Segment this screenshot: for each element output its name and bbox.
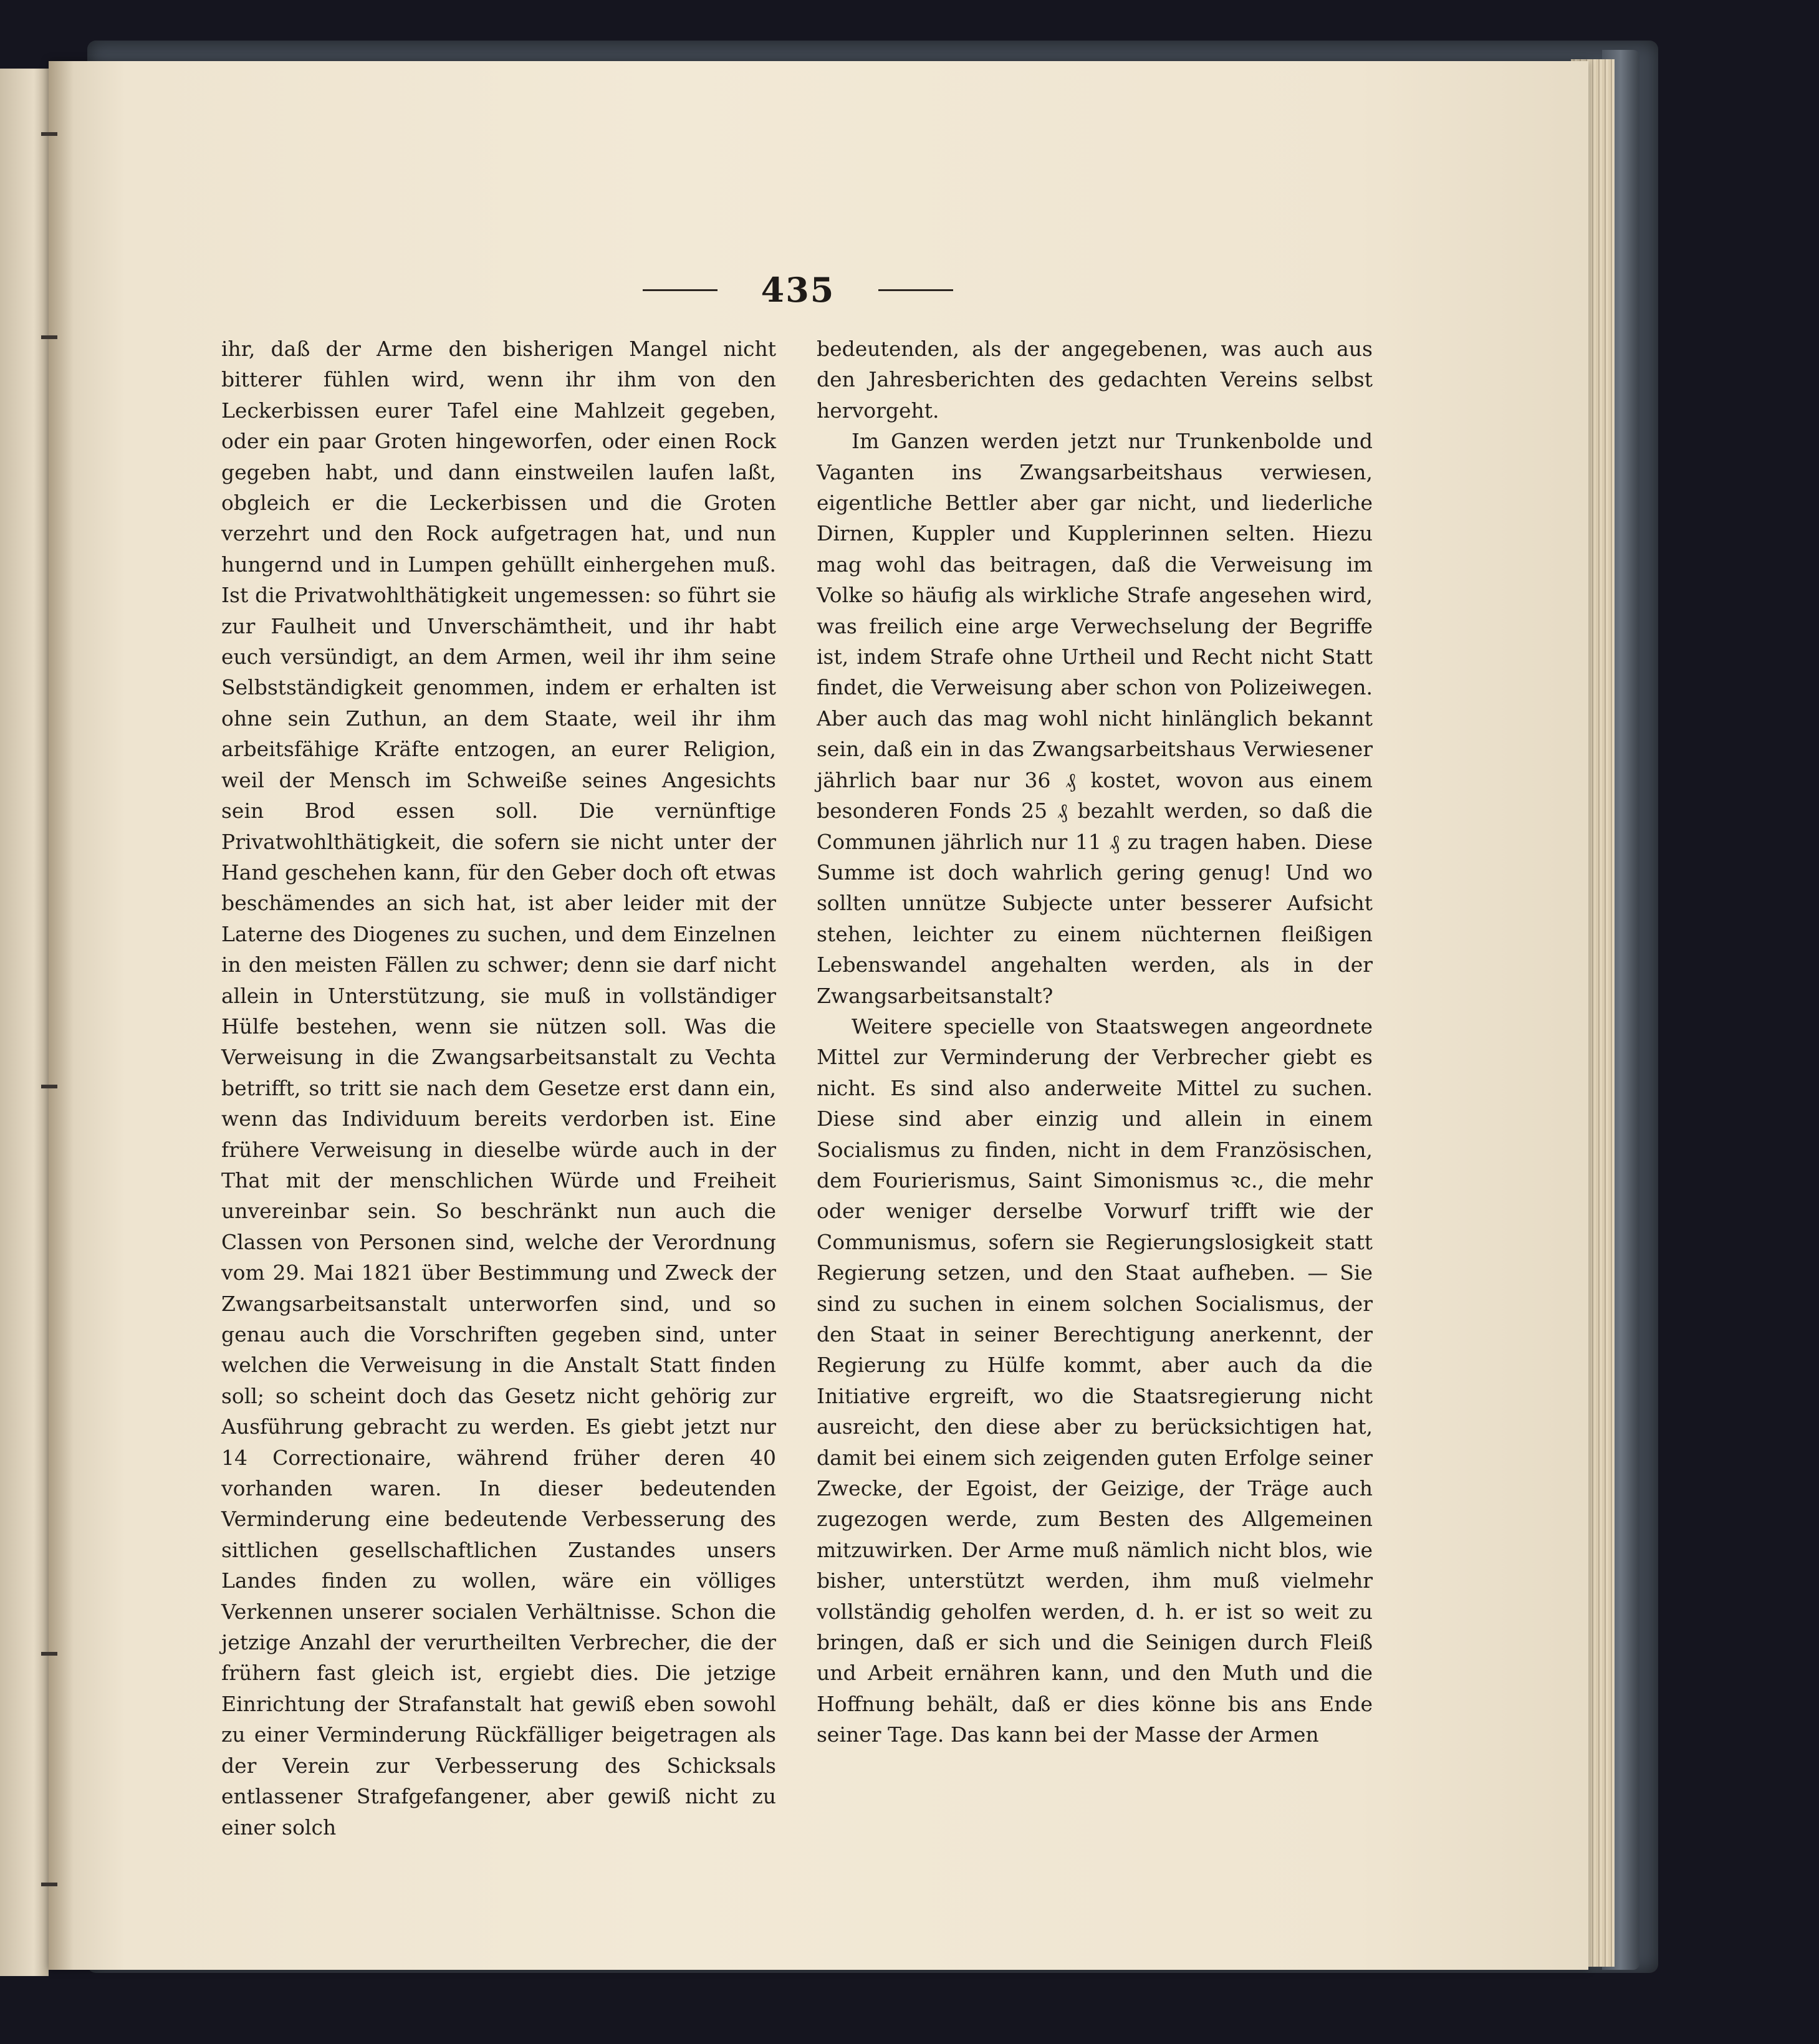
header-rule-left — [643, 289, 718, 291]
header-rule-right — [878, 289, 953, 291]
left-text-column — [221, 333, 776, 1843]
left-paragraph-1: ihr, daß der Arme den bisherigen Mangel nicht bitterer fühlen wird, wenn ihr ihm von den Leckerbissen eurer Tafel eine Mahlzeit gegeben, oder ein paar Groten hingeworfen, oder einen Rock gegeben habt, und dann einstweilen laufen laßt, obgleich er die Leckerbissen und die Groten verzehrt und den Rock aufgetragen hat, und nun hungernd und in Lumpen gehüllt einhergehen muß. Ist die Privatwohlthätigkeit ungemessen: so führt sie zur Faulheit und Unverschämtheit, und ihr habt euch versündigt, an dem Armen, weil ihr ihm seine Selbstständigkeit genommen, indem er erhalten ist ohne sein Zuthun, an dem Staate, weil ihr ihm arbeitsfähige Kräfte entzogen, an eurer Religion, weil der Mensch im Schweiße seines Angesichts sein Brod essen soll. Die vernünftige Privatwohlthätigkeit, die sofern sie nicht unter der Hand geschehen kann, für den Geber doch oft etwas beschämendes an sich hat, ist aber leider mit der Laterne des Diogenes zu suchen, und dem Einzelnen in den meisten Fällen zu schwer; denn sie darf nicht allein in Unterstützung, sie muß in vollständiger Hülfe bestehen, wenn sie nützen soll. Was die Verweisung in die Zwangsarbeitsanstalt zu Vechta betrifft, so tritt sie nach dem Gesetze erst dann ein, wenn das Individuum bereits verdorben ist. Eine frühere Verweisung in dieselbe würde auch in der That mit der menschlichen Würde und Freiheit unvereinbar sein. So beschränkt nun auch die Classen von Personen sind, welche der Verordnung vom 29. Mai 1821 über Bestimmung und Zweck der Zwangsarbeitsanstalt unterworfen sind, und so genau auch die Vorschriften gegeben sind, unter welchen die Verweisung in die Anstalt Statt finden soll; so scheint doch das Gesetz nicht gehörig zur Ausführung gebracht zu werden. Es giebt jetzt nur 14 Correctionaire, während früher deren 40 vorhanden waren. In dieser bedeutenden Verminderung eine bedeutende Verbesserung des sittlichen gesellschaftlichen Zustandes unsers Landes finden zu wollen, wäre ein völliges Verkennen unserer socialen Verhältnisse. Schon die jetzige Anzahl der verurtheilten Verbrecher, die der frühern fast gleich ist, ergiebt dies. Die jetzige Einrichtung der Strafanstalt hat gewiß eben sowohl zu einer Verminderung Rückfälliger beigetragen als der Verein zur Verbesserung des Schicksals entlassener Strafgefangener, aber gewiß nicht zu einer solch — [221, 337, 776, 1840]
right-text-column — [817, 333, 1373, 1750]
binding-stitch — [41, 1883, 57, 1886]
binding-stitch — [41, 1652, 57, 1656]
facing-page-edge — [0, 69, 49, 1976]
right-paragraph-1: bedeutenden, als der angegebenen, was auch aus den Jahresberichten des gedachten Vereins selbst hervorgeht. — [817, 337, 1373, 423]
binding-stitch — [41, 335, 57, 339]
right-paragraph-2: Im Ganzen werden jetzt nur Trunkenbolde und Vaganten ins Zwangsarbeitshaus verwiesen, eigentliche Bettler aber gar nicht, und liederliche Dirnen, Kuppler und Kupplerinnen selten. Hiezu mag wohl das beitragen, daß die Verweisung im Volke so häufig als wirkliche Strafe angesehen wird, was freilich eine arge Verwechselung der Begriffe ist, indem Strafe ohne Urtheil und Recht nicht Statt findet, die Verweisung aber schon von Polizeiwegen. Aber auch das mag wohl nicht hinlänglich bekannt sein, daß ein in das Zwangsarbeitshaus Verwiesener jährlich baar nur 36 ₰ kostet, wovon aus einem besonderen Fonds 25 ₰ bezahlt werden, so daß die Communen jährlich nur 11 ₰ zu tragen haben. Diese Summe ist doch wahrlich gering genug! Und wo sollten unnütze Subjecte unter besserer Aufsicht stehen, leichter zu einem nüchternen fleißigen Lebenswandel angehalten werden, als in der Zwangsarbeitsanstalt? — [817, 429, 1373, 1008]
right-paragraph-3: Weitere specielle von Staatswegen angeordnete Mittel zur Verminderung der Verbrecher giebt es nicht. Es sind also anderweite Mittel zu suchen. Diese sind aber einzig und allein in einem Socialismus zu finden, nicht in dem Französischen, dem Fourierismus, Saint Simonismus ꝛc., die mehr oder weniger derselbe Vorwurf trifft wie der Communismus, sofern sie Regierungslosigkeit statt Regierung setzen, und den Staat aufheben. — Sie sind zu suchen in einem solchen Socialismus, der den Staat in seiner Berechtigung anerkennt, der Regierung zu Hülfe kommt, aber auch da die Initiative ergreift, wo die Staatsregierung nicht ausreicht, den diese aber zu berücksichtigen hat, damit bei einem sich zeigenden guten Erfolge seiner Zwecke, der Egoist, der Geizige, der Träge auch zugezogen werde, zum Besten des Allgemeinen mitzuwirken. Der Arme muß nämlich nicht blos, wie bisher, unterstützt werden, ihm muß vielmehr vollständig geholfen werden, d. h. er ist so weit zu bringen, daß er sich und die Seinigen durch Fleiß und Arbeit ernähren kann, und den Muth und die Hoffnung behält, daß er dies könne bis ans Ende seiner Tage. Das kann bei der Masse der Armen — [817, 1014, 1373, 1747]
gutter-shadow — [49, 61, 74, 1970]
binding-stitch — [41, 132, 57, 136]
page-header — [636, 265, 960, 315]
page-number: 435 — [761, 270, 835, 310]
binding-stitch — [41, 1085, 57, 1088]
